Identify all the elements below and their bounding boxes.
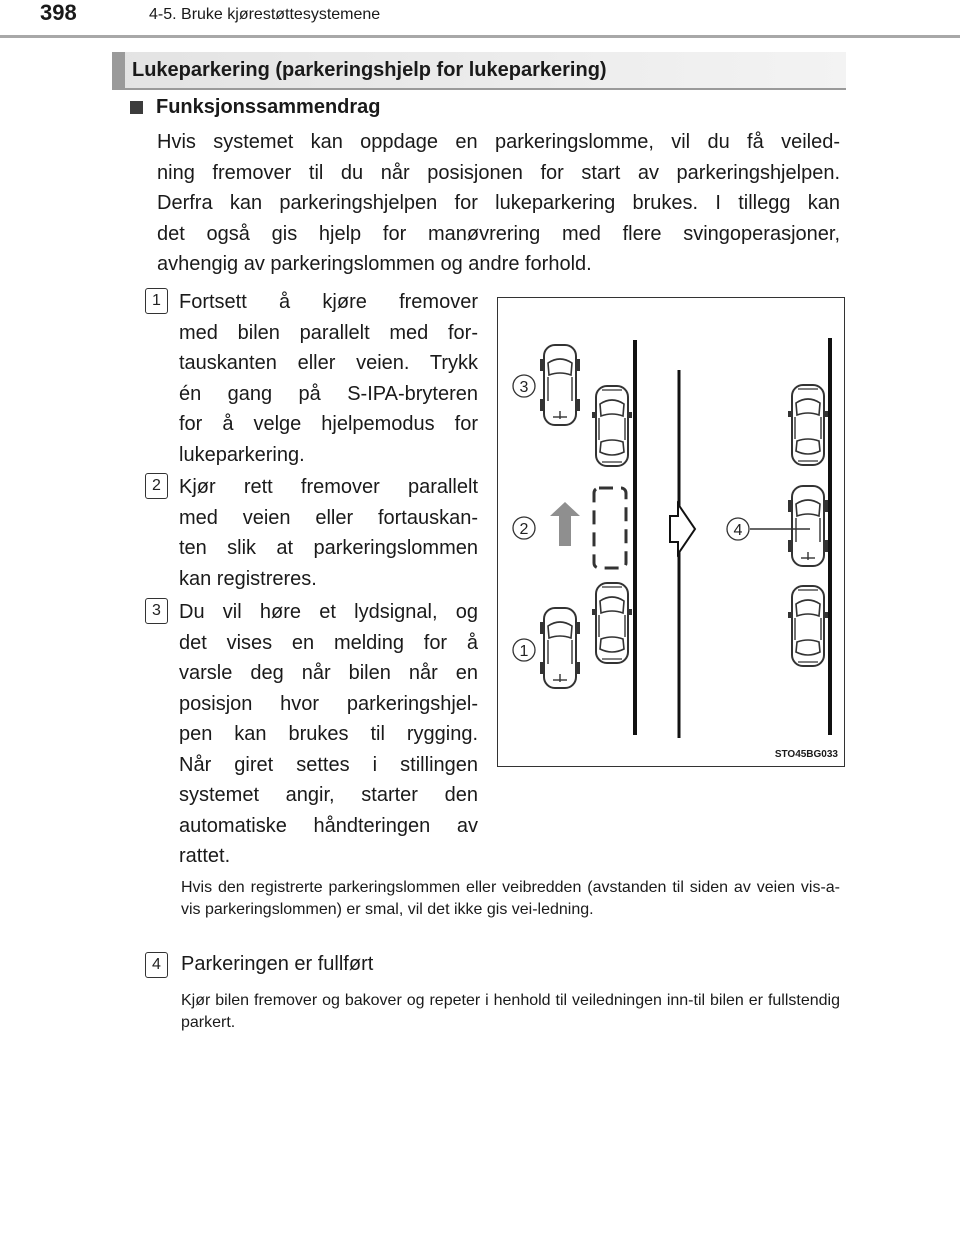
summary-paragraph [157, 127, 840, 280]
callout-label: 1 [519, 643, 529, 660]
parking-pocket-outline [594, 488, 626, 568]
step-1-text [179, 287, 478, 470]
step-badge-1: 1 [145, 288, 168, 314]
summary-line: avhengig av parkeringslommen og andre forhold. [157, 253, 592, 275]
step-line: lukeparkering. [179, 443, 305, 466]
header-divider [0, 35, 960, 38]
section-title: Lukeparkering (parkeringshjelp for lukeparkering) [132, 59, 607, 81]
bullet-square-icon [130, 101, 143, 114]
step-badge-2: 2 [145, 473, 168, 499]
summary-line: Derfra kan parkeringshjelpen for lukeparkering brukes. I tillegg kan [157, 192, 840, 214]
chapter-heading: 4-5. Bruke kjørestøttesystemene [149, 6, 381, 23]
figure-code: STO45BG033 [774, 749, 838, 760]
step-line: med veien eller fortauskan- [179, 506, 478, 529]
right-arrow-icon [670, 504, 695, 554]
callout-2 [513, 517, 535, 539]
callout-4 [727, 518, 749, 540]
parking-diagram-svg [498, 298, 843, 765]
parked-car [788, 586, 828, 666]
step-line: rattet. [179, 845, 231, 867]
own-car-parked [788, 486, 828, 566]
parking-diagram [497, 297, 845, 767]
step-line: én gang på S-IPA-bryteren [179, 382, 478, 405]
summary-line: det også gis hjelp for manøvrering med flere svingoperasjoner, [157, 222, 840, 245]
step-line: systemet angir, starter den [179, 784, 478, 806]
own-car-position-1 [540, 608, 580, 688]
step-line: for å velge hjelpemodus for [179, 413, 478, 435]
parked-car [592, 386, 632, 466]
step-4-note: Kjør bilen fremover og bakover og repeter i henhold til veiledningen inn-til bilen er fullstendig parkert. [181, 992, 840, 1031]
own-car-position-3 [540, 345, 580, 425]
step-line: Når giret settes i stillingen [179, 753, 478, 776]
step-3-note: Hvis den registrerte parkeringslommen eller veibredden (avstanden til siden av veien vis-a-vis parkeringslommen) er smal, vil det ikke gis vei-ledning. [181, 879, 840, 918]
step-line: posisjon hvor parkeringshjel- [179, 692, 478, 715]
callout-3 [513, 375, 535, 397]
step-line: med bilen parallelt med for- [179, 321, 478, 344]
step-2-text [179, 472, 478, 594]
callout-label: 2 [519, 521, 529, 538]
step-line: pen kan brukes til rygging. [179, 723, 478, 745]
step-line: varsle deg når bilen når en [179, 662, 478, 684]
summary-heading: Funksjonssammendrag [156, 96, 381, 118]
parked-car [592, 583, 632, 663]
step-line: Kjør rett fremover parallelt [179, 476, 478, 498]
forward-arrow-icon [550, 502, 580, 546]
section-title-underline [112, 88, 846, 90]
step-line: tauskanten eller veien. Trykk [179, 352, 478, 374]
parked-car [788, 385, 828, 465]
step-line: automatiske håndteringen av [179, 814, 478, 837]
callout-label: 4 [733, 522, 743, 539]
callout-1 [513, 639, 535, 661]
step-badge-3: 3 [145, 598, 168, 624]
step-4-text: Parkeringen er fullført [181, 953, 374, 975]
summary-line: ning fremover til du når posisjonen for start av parkeringshjelpen. [157, 161, 840, 184]
callout-label: 3 [519, 379, 529, 396]
step-line: kan registreres. [179, 567, 317, 590]
step-3-text [179, 597, 478, 872]
step-line: ten slik at parkeringslommen [179, 537, 478, 559]
step-line: det vises en melding for å [179, 631, 478, 654]
page-number: 398 [40, 0, 77, 25]
section-title-accent [112, 52, 125, 88]
step-badge-4: 4 [145, 952, 168, 978]
step-line: Fortsett å kjøre fremover [179, 291, 478, 313]
summary-line: Hvis systemet kan oppdage en parkeringslomme, vil du få veiled- [157, 131, 840, 153]
step-line: Du vil høre et lydsignal, og [179, 601, 478, 623]
